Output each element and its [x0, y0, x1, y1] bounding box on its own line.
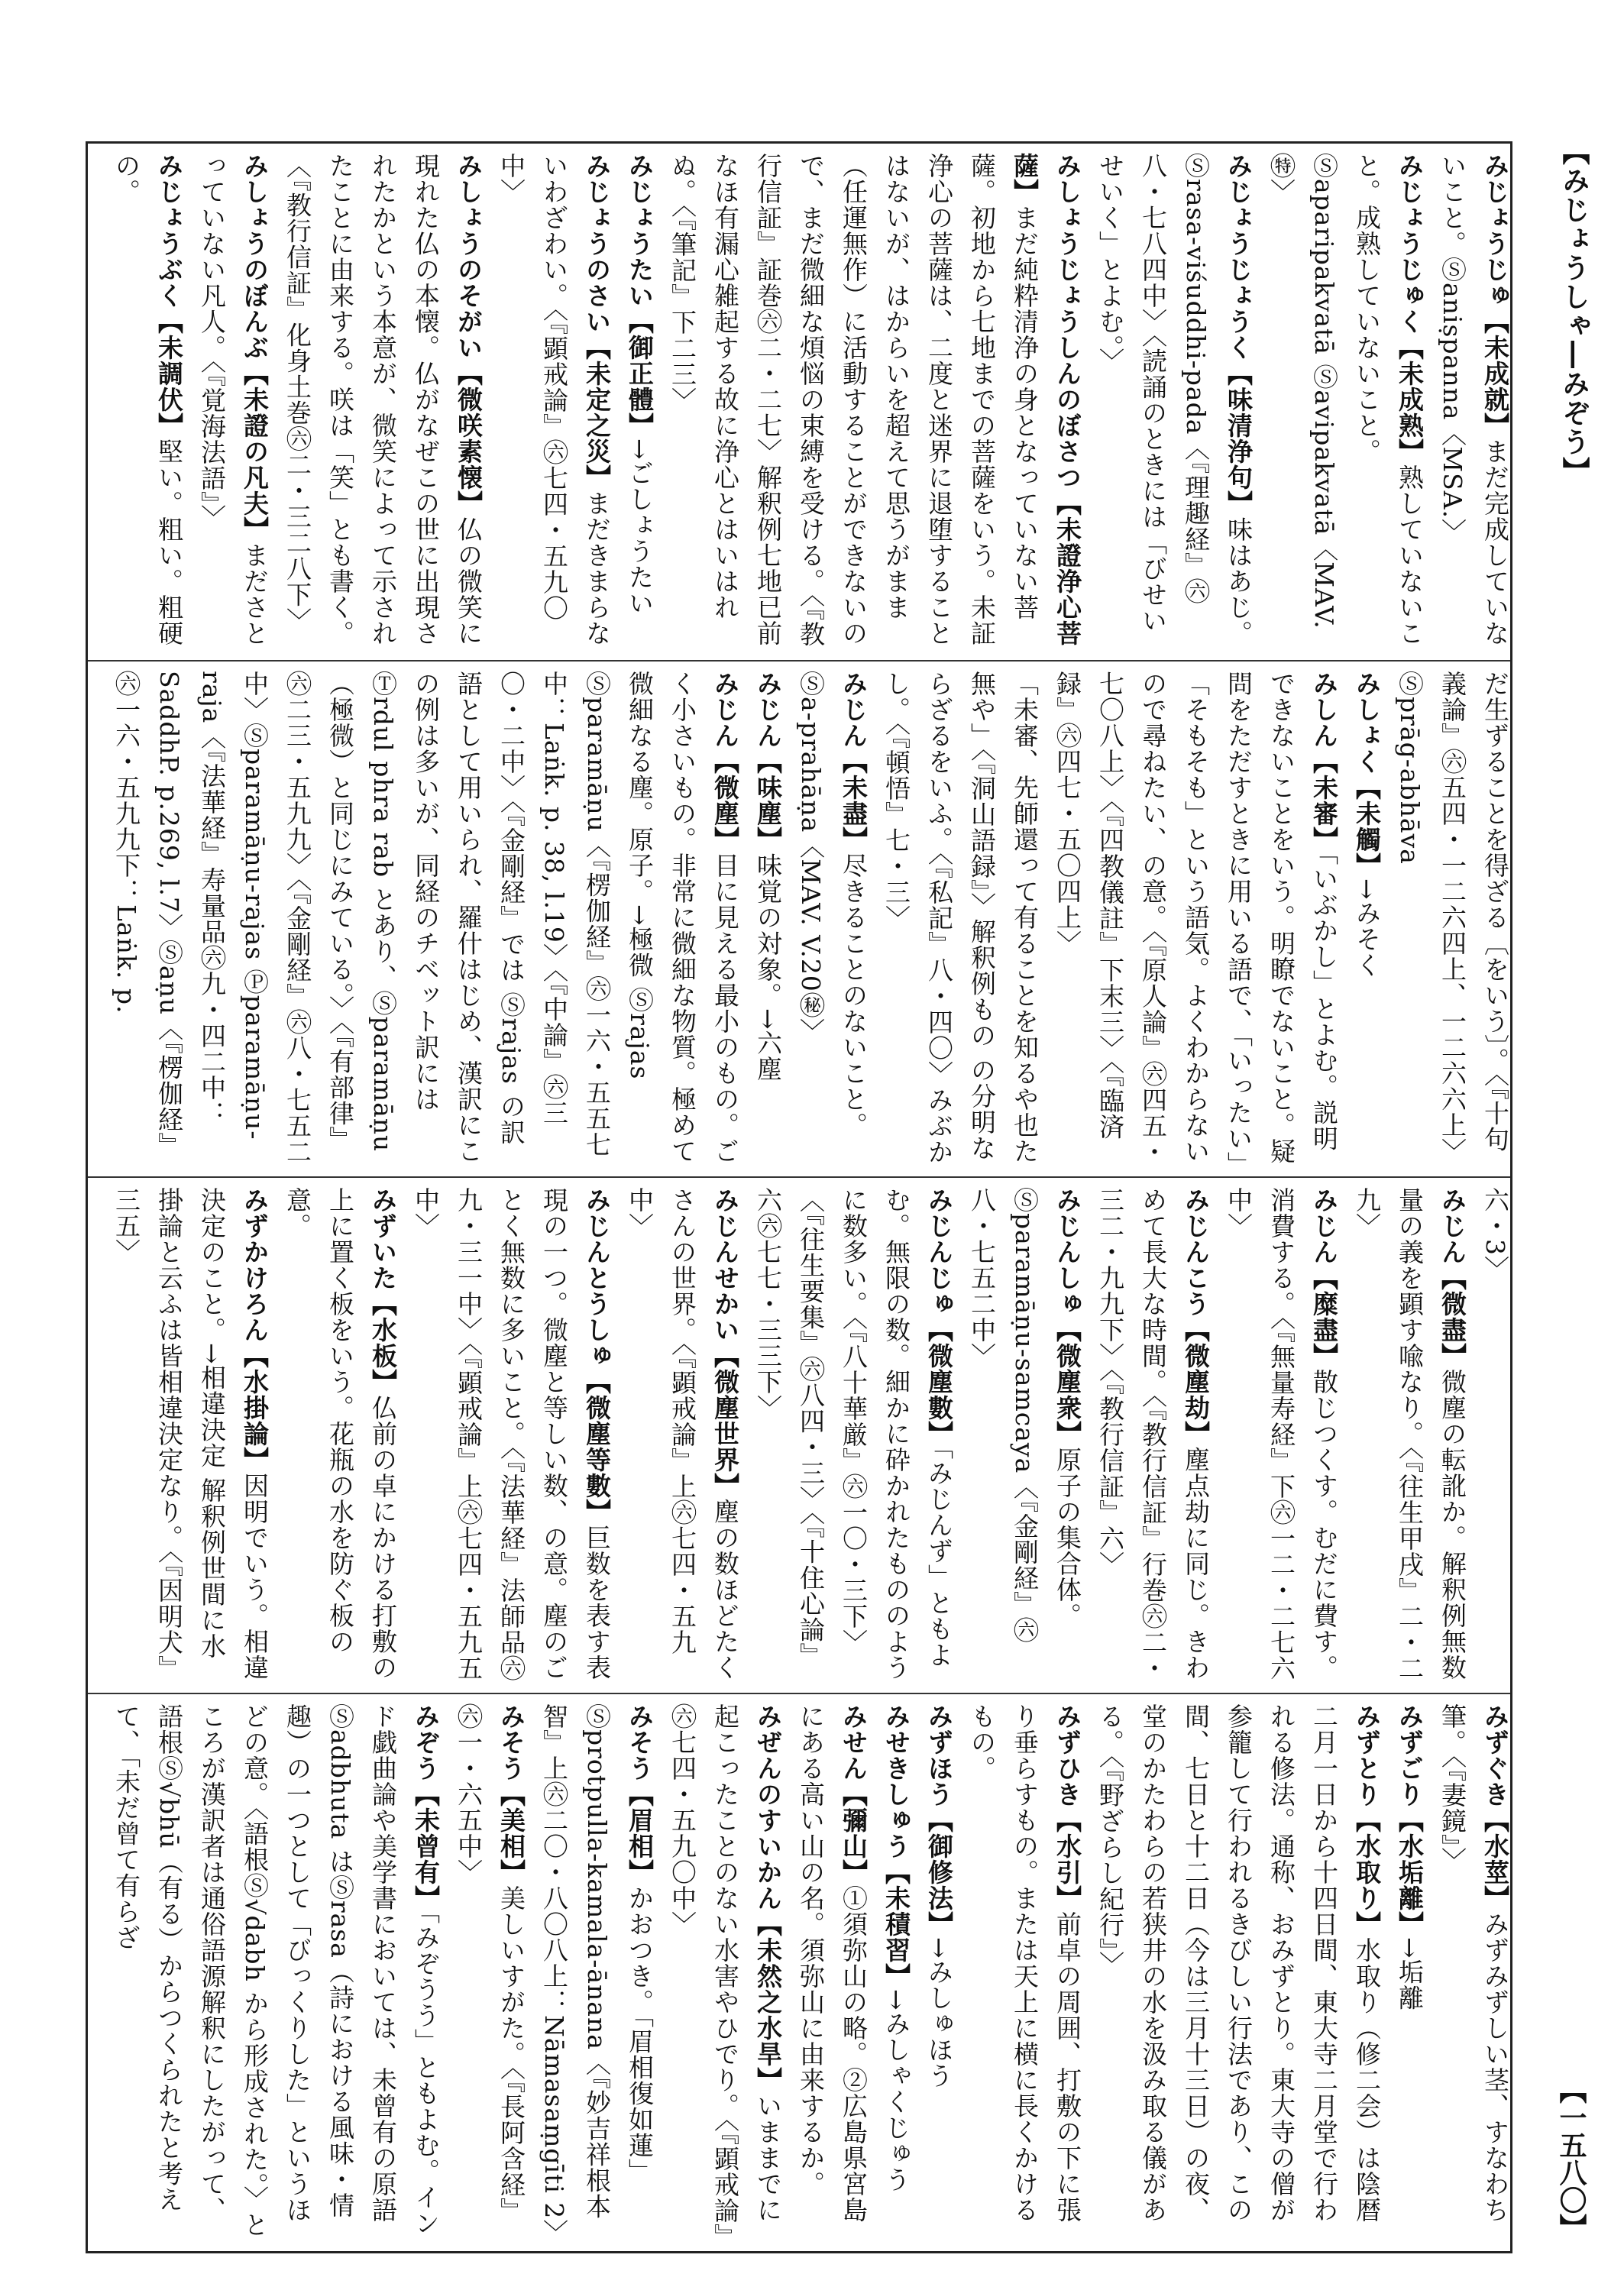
dictionary-entry: [276, 153, 490, 651]
entry-headword: みじん【糜盡】: [1309, 1187, 1339, 1369]
entry-headword: みじんじゅ【微塵數】: [924, 1187, 954, 1447]
entry-definition: →みそく: [1352, 878, 1382, 979]
entry-headword: みじょうじゅ【未成就】: [1480, 153, 1510, 438]
entry-headword: みそう【眉相】: [625, 1703, 655, 1885]
text-band-1: [88, 144, 1510, 660]
dictionary-entry: [661, 153, 1089, 651]
dictionary-entry: [960, 1703, 1089, 2242]
entry-definition: →みしゃくじゅう: [882, 1989, 911, 2193]
dictionary-entry: [1388, 671, 1510, 1167]
entry-definition: 尽きることのないこと。Ⓢa-prahāṇa〈MAV. V.20㊙〉: [796, 671, 869, 1138]
entry-headword: みそう【美相】: [497, 1703, 526, 1885]
entry-headword: みぞう【未曾有】: [411, 1703, 441, 1911]
entry-definition: 塵点劫に同じ。きわめて長大な時間。〈『教行信証』行巻㊅二・三二・九九下〉〈『教行信証』六〉: [1095, 1187, 1211, 1681]
dictionary-entry: [875, 671, 1046, 1167]
entry-definition: 前卓の周囲、打敷の下に張り垂らすもの。または天上に横に長くかけるもの。: [967, 1703, 1082, 2223]
dictionary-entry: [404, 1187, 618, 1684]
dictionary-entry: [190, 153, 276, 651]
dictionary-entry: [447, 1703, 532, 2242]
running-head: 【みじょうしゃ―みぞう】: [1558, 137, 1590, 486]
entry-definition: まだ純粋清浄の身となっていない菩薩。初地から七地までの菩薩をいう。未証浄心の菩薩は、二度と迷界に退堕することはないが、はからいを超えて思うがまま（任運無作）に活動することができないので、まだ微細な煩悩の束縛を受ける。〈『教行信証』証巻㊅二・二七〉解釈例七地已前なほ有漏心雑起する故に浄心とはいはれぬ。〈『筆記』下二三〉: [668, 153, 1040, 647]
entry-headword: みずぐき【水莖】: [1480, 1703, 1510, 1911]
entry-headword: みじんこう【微塵劫】: [1181, 1187, 1211, 1447]
dictionary-entry: [618, 153, 661, 651]
entry-definition: 仏前の卓にかける打敷の上に置く板をいう。花瓶の水を防ぐ板の意。: [283, 1187, 398, 1680]
band-column: [105, 671, 1510, 1167]
entry-definition: 「みぞうう」ともよむ。インド戯曲論や美学書においては、未曾有の原語Ⓢadbhuta はⓈrasa（詩における風味・情趣）の一つとして「びっくりした」というほどの意。〈語根Ⓢ√dabh から形成された。〉ところが漢訳者は通俗語源解釈にしたがって、語根Ⓢ√bhū（有る）からつくられたと考えて、「未だ曾て有らざ: [112, 1703, 441, 2238]
dictionary-entry: [1217, 1187, 1345, 1684]
entry-headword: みずひき【水引】: [1053, 1703, 1082, 1911]
entry-definition: 味はあじ。Ⓢrasa-viśuddhi-pada〈『理趣経』㊅八・七八四中〉〈読誦のときには「びせいせいく」とよむ。〉: [1095, 153, 1254, 646]
dictionary-entry: [1431, 1703, 1510, 2242]
entry-definition: まださとっていない凡人。〈『覚海法語』〉: [197, 153, 270, 646]
entry-headword: みじんしゅ【微塵衆】: [1053, 1187, 1082, 1447]
entry-headword: みじょうじょうく【味清浄句】: [1224, 153, 1254, 516]
dictionary-entry: [1345, 671, 1388, 1167]
entry-headword: みしょうじょうしんのぼさつ【未證浄心菩薩】: [1010, 153, 1082, 646]
band-column: [105, 1187, 1510, 1684]
dictionary-entry: [960, 1187, 1089, 1684]
entry-headword: みしん【未審】: [1309, 671, 1339, 852]
entry-headword: みずほう【御修法】: [924, 1703, 954, 1937]
entry-headword: みじんとうしゅ【微塵等數】: [582, 1187, 612, 1525]
entry-headword: みせん【彌山】: [839, 1703, 869, 1885]
dictionary-entry: [1089, 1703, 1388, 2242]
entry-definition: 熟していないこと。成熟していないこと。Ⓢaparipakvatā Ⓢavipakvatā〈MAV.㊕〉: [1267, 153, 1425, 646]
entry-definition: 散じつくす。むだに費す。消費する。〈『無量寿経』下㊅一二・二七六中〉: [1224, 1187, 1339, 1681]
entry-definition: かおつき。「眉相復如蓮」Ⓢprotpulla-kamala-ānana〈『妙吉祥根本智』上㊅二〇・八〇八上：Nāmasaṃgīti 2〉: [539, 1703, 655, 2246]
entry-definition: いままでに起こったことのない水害やひでり。〈『顕戒論』㊅七四・五九〇中〉: [668, 1703, 783, 2237]
dictionary-entry: [1431, 153, 1510, 651]
entry-headword: みずかけろん【水掛論】: [240, 1187, 270, 1473]
entry-definition: →ごしょうたい: [625, 438, 655, 616]
entry-definition: 目に見える最小のもの。ごく小さいもの。非常に微細な物質。極めて微細なる塵。原子。→極微 Ⓢrajas Ⓢparamāṇu〈『楞伽経』㊅一六・五五七中：Laṅk. p. 38, l.19〉〈『中論』㊅三〇・二中〉〈『金剛経』では Ⓢrajas の訳語として用いられ、羅什はじめ、漢訳にこの例は多いが、同経のチベット訳には Ⓣrdul phra rab とあり、Ⓢparamāṇu（極微）と同じにみている。〉〈『有部律』㊅二三・五九九〉〈『金剛経』㊅八・七五二中〉Ⓢparamāṇu-rajas Ⓟparamāṇu-raja〈『法華経』寿量品㊅九・四二中：SaddhP. p.269, l.7〉Ⓢaṇu〈『楞伽経』㊅一六・五九九下：Laṅk. p.: [112, 671, 740, 1165]
dictionary-entry: [490, 153, 618, 651]
entry-definition: 美しいすがた。〈『長阿含経』㊅一・六五中〉: [454, 1703, 526, 2224]
entry-headword: みじょうぶく【未調伏】: [154, 153, 184, 438]
dictionary-entry: [1089, 153, 1260, 651]
entry-definition: まだ完成していないこと。Ⓢaniṣpanna〈MSA.〉: [1438, 153, 1510, 646]
dictionary-entry: [746, 671, 789, 1167]
entry-definition: 水取り（修二会）は陰暦二月一日から十四日間、東大寺二月堂で行われる修法。通称、おみずとり。東大寺の僧が参籠して行われるきびしい行法であり、この間、七日と十二日（今は三月十三日）の夜、堂のかたわらの若狭井の水を汲み取る儀がある。〈『野ざらし紀行』〉: [1095, 1703, 1382, 2223]
dictionary-entry: [1388, 1703, 1431, 2242]
dictionary-entry: [661, 1703, 789, 2242]
entry-definition: ①須弥山の略。②広島県宮島にある高い山の名。須弥山に由来するか。: [796, 1703, 869, 2223]
entry-definition: 塵の数ほどたくさんの世界。〈『顕戒論』上㊅七四・五九中〉: [625, 1187, 740, 1680]
entry-headword: みじょうたい【御正體】: [625, 153, 655, 438]
text-band-3: [88, 1176, 1510, 1693]
dictionary-entry: [746, 1187, 960, 1684]
entry-definition: 「みじんず」ともよむ。無限の数。細かに砕かれたもののように数多い。〈『八十華厳』㊅一〇・三下〉〈『往生要集』㊅八四・三〉〈『十住心論』六㊅七七・三三下〉: [753, 1187, 954, 1680]
entry-headword: みしょうのぼんぶ【未證の凡夫】: [240, 153, 270, 542]
entry-headword: みしょく【未觸】: [1352, 671, 1382, 878]
dictionary-entry: [1474, 1187, 1510, 1684]
dictionary-entry: [105, 671, 746, 1167]
dictionary-entry: [532, 1703, 661, 2246]
entry-definition: 仏の微笑に現れた仏の本懐。仏がなぜこの世に出現されたかという本意が、微笑によって示されたことに由来する。咲は「笑」とも書く。〈『教行信証』化身土巻㊅二・三二八下〉: [283, 153, 484, 646]
band-column: [105, 1703, 1510, 2246]
entry-headword: みせきしゅう【未積習】: [882, 1703, 911, 1989]
dictionary-entry: [1089, 1187, 1217, 1684]
entry-headword: みじょうじゅく【未成熟】: [1395, 153, 1425, 464]
entry-definition: 味覚の対象。→六塵: [753, 852, 783, 1082]
entry-headword: みじんせかい【微塵世界】: [710, 1187, 740, 1499]
text-band-2: [88, 660, 1510, 1176]
dictionary-entry: [1046, 671, 1345, 1167]
dictionary-entry: [105, 1187, 276, 1684]
dictionary-entry: [789, 671, 875, 1167]
band-column: [105, 153, 1510, 651]
entry-definition: 「未審、先師還って有ることを知るや也た無や」〈『洞山語録』〉解釈例もの の分明ならざるをいふ。〈『私記』八・四〇〉みぶかし。〈『頓悟』七・三〉: [882, 671, 1040, 1165]
entry-headword: みずごり【水垢離】: [1395, 1703, 1425, 1937]
entry-definition: 六・3〉: [1480, 1187, 1510, 1282]
entry-definition: 巨数を表す表現の一つ。微塵と等しい数、の意。塵のごとく無数に多いこと。〈『法華経』法師品㊅九・三一中〉〈『顕戒論』上㊅七四・五九五中〉: [411, 1187, 612, 1681]
dictionary-entry: [917, 1703, 960, 2242]
entry-definition: まだきまらないわざわい。〈『顕戒論』㊅七四・五九〇中〉: [497, 153, 612, 646]
entry-definition: 原子の集合体。Ⓢparamāṇu-samcaya〈『金剛経』㊅八・七五二中〉: [967, 1187, 1082, 1643]
dictionary-page-frame: [86, 141, 1512, 2253]
dictionary-entry: [105, 1703, 447, 2242]
dictionary-entry: [1260, 153, 1431, 651]
entry-headword: みぜんのすいかん【未然之水旱】: [753, 1703, 783, 2093]
entry-definition: 微塵の転訛か。解釈例無数量の義を顕す喩なり。〈『往生甲戌』二・二九〉: [1352, 1187, 1467, 1681]
entry-headword: みじん【未盡】: [839, 671, 869, 852]
entry-headword: みじん【微盡】: [1438, 1187, 1467, 1369]
entry-headword: みじょうのさい【未定之災】: [582, 153, 612, 490]
dictionary-entry: [875, 1703, 917, 2242]
text-band-4: [88, 1693, 1510, 2251]
entry-definition: →垢離: [1395, 1937, 1425, 2011]
dictionary-entry: [1345, 1187, 1474, 1684]
entry-definition: 「いぶかし」とよむ。説明できないことをいう。明瞭でないこと。疑問をただすときに用いる語で、「いったい」「そもそも」という語気。よくわからないので尋ねたい、の意。〈『原人論』㊅四五・七〇八上〉〈『四教儀註』下末三〉〈『臨済録』㊅四七・五〇四上〉: [1053, 671, 1339, 1165]
entry-definition: 因明でいう。相違決定のこと。→相違決定 解釈例世間に水掛論と云ふは皆相違決定なり。〈『因明犬』三五〉: [112, 1187, 270, 1681]
entry-definition: みずみずしい茎、すなわち筆。〈『妻鏡』〉: [1438, 1703, 1510, 2223]
dictionary-entry: [789, 1703, 875, 2242]
dictionary-entry: [276, 1187, 404, 1684]
entry-definition: →みしゅほう: [924, 1937, 954, 2089]
entry-headword: みじん【味塵】: [753, 671, 783, 852]
entry-headword: みしょうのそがい【微咲素懐】: [454, 153, 484, 516]
dictionary-entry: [618, 1187, 746, 1684]
entry-headword: みずいた【水板】: [368, 1187, 398, 1395]
entry-definition: だ生ずることを得ざる〔をいう〕。〈『十句義論』㊅五四・一二六四上、一二六六上〉Ⓢprāg-abhāva: [1395, 671, 1510, 1164]
entry-headword: みずとり【水取り】: [1352, 1703, 1382, 1937]
entry-definition: 堅い。粗い。粗硬の。: [112, 153, 184, 646]
entry-headword: みじん【微塵】: [710, 671, 740, 852]
page-number: 【一五八〇】: [1555, 2076, 1587, 2241]
dictionary-entry: [105, 153, 190, 651]
